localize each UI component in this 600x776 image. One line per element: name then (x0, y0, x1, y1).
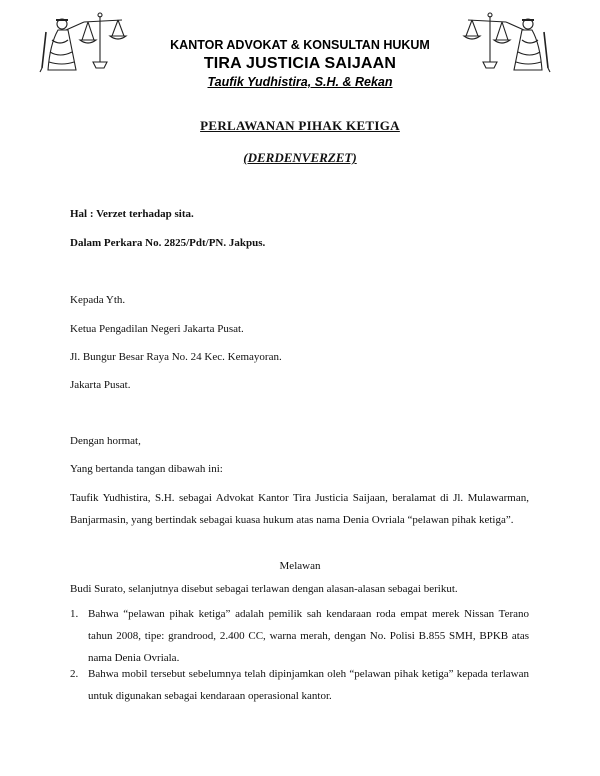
list-text: Bahwa “pelawan pihak ketiga” adalah pemilik sah kendaraan roda empat merek Nissan Terano tahun 2008, tipe: grandrood, 2.400 CC, warna merah, dengan No. Polisi B.855 SMH, BPKB atas nama Denia Ovriala. (88, 608, 529, 664)
list-text: Bahwa mobil tersebut sebelumnya telah dipinjamkan oleh “pelawan pihak ketiga” kepada terlawan untuk digunakan sebagai kendaraan operasional kantor. (88, 668, 529, 702)
intro-line: Yang bertanda tangan dibawah ini: (70, 463, 223, 475)
letterhead (0, 37, 600, 91)
addressee-recipient: Ketua Pengadilan Negeri Jakarta Pusat. (70, 323, 244, 335)
addressee-greeting: Kepada Yth. (70, 294, 126, 306)
list-item (70, 603, 529, 669)
addressee-street: Jl. Bungur Besar Raya No. 24 Kec. Kemayoran. (70, 351, 282, 363)
firm-name: TIRA JUSTICIA SAIJAAN (203, 55, 397, 72)
list-number: 2. (70, 668, 79, 680)
opponent-line: Budi Surato, selanjutnya disebut sebagai terlawan dengan alasan-alasan sebagai berikut. (70, 583, 458, 595)
document-title: PERLAWANAN PIHAK KETIGA (200, 118, 400, 133)
list-item (70, 663, 529, 707)
subject-line: Hal : Verzet terhadap sita. (70, 208, 194, 220)
document-subtitle: (DERDENVERZET) (243, 150, 357, 165)
addressee-city: Jakarta Pusat. (70, 379, 131, 391)
firm-partner: Taufik Yudhistira, S.H. & Rekan (207, 75, 393, 89)
list-number: 1. (70, 608, 79, 620)
salutation: Dengan hormat, (70, 435, 141, 447)
firm-type: KANTOR ADVOKAT & KONSULTAN HUKUM (170, 38, 430, 52)
case-number: Dalam Perkara No. 2825/Pdt/PN. Jakpus. (70, 237, 266, 249)
versus-heading: Melawan (279, 560, 321, 572)
body-paragraph: Taufik Yudhistira, S.H. sebagai Advokat Kantor Tira Justicia Saijaan, beralamat di Jl. Mulawarman, Banjarmasin, yang bertindak sebagai kuasa hukum atas nama Denia Ovriala “pelawan pihak ketiga”. (70, 492, 529, 526)
